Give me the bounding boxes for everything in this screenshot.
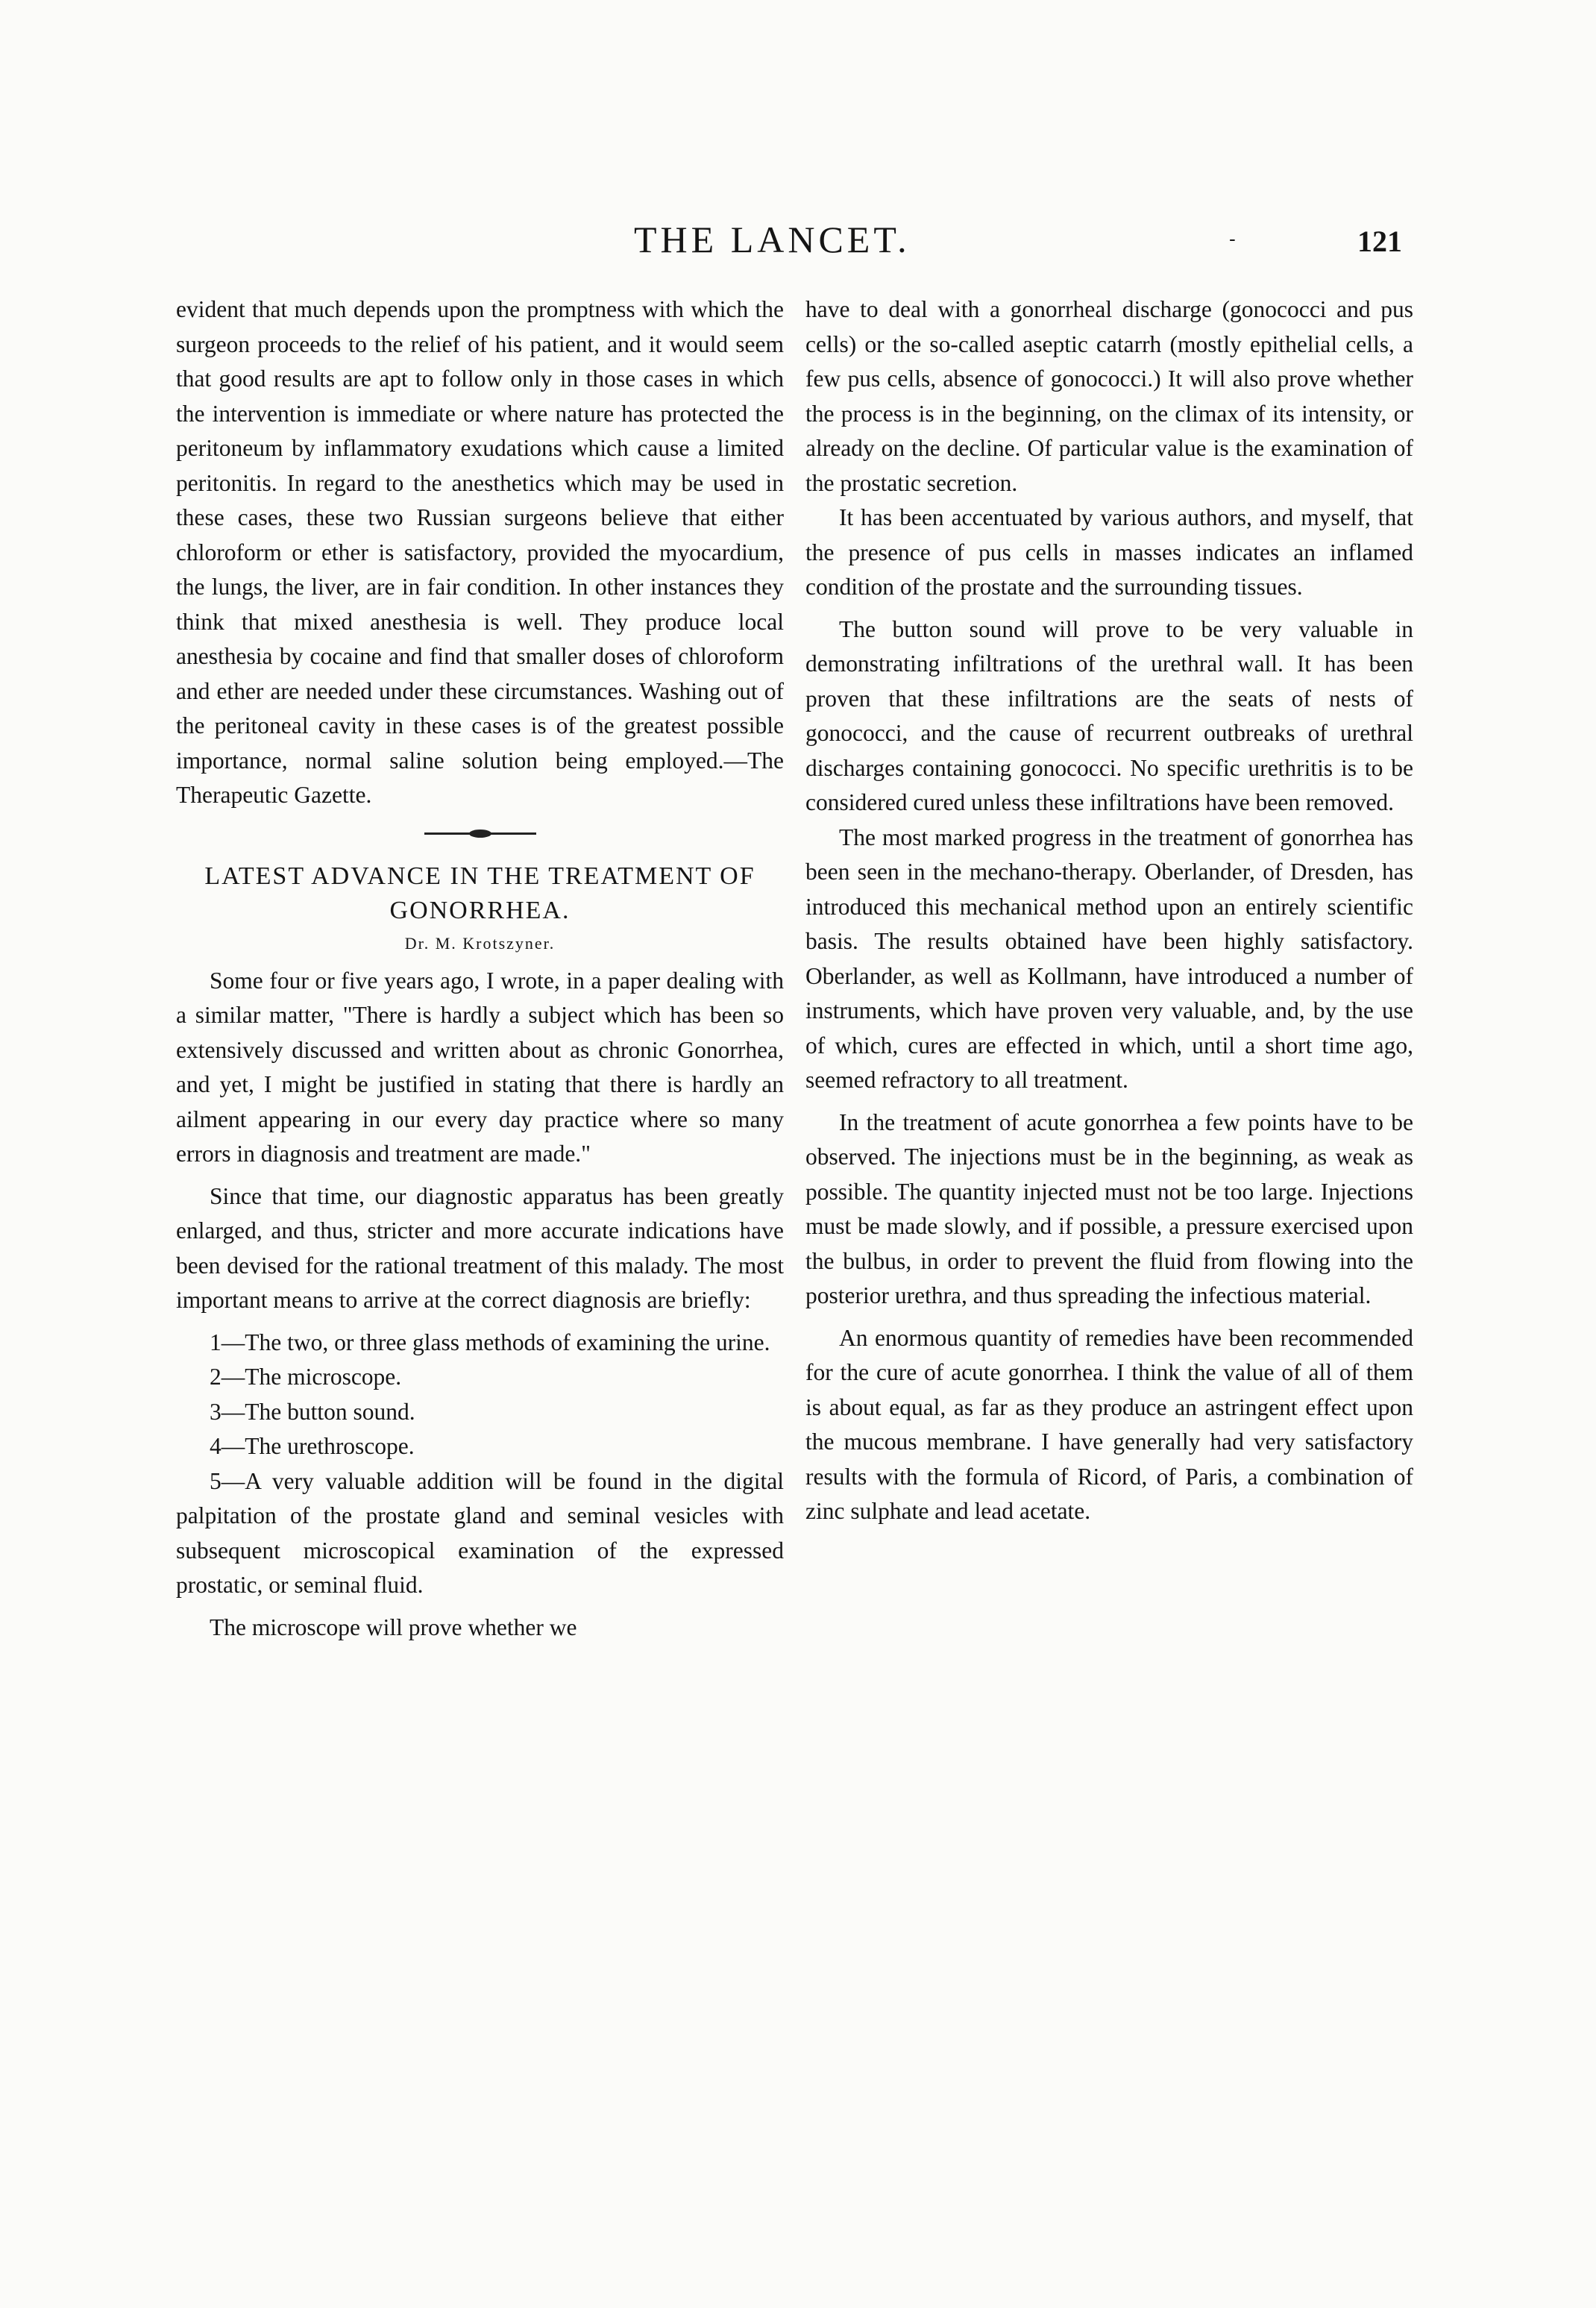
divider-ornament	[424, 832, 536, 835]
list-item: 3—The button sound.	[210, 1398, 415, 1425]
body-paragraph: The most marked progress in the treatment of gonorrhea has been seen in the mechano-therapy. Oberlander, of Dresden, has introduced this mechanical method upon an entirely scientific basis. The results obtained have been highly satisfactory. Oberlander, as well as Kollmann, have introduced a number of instruments, which have proven very valuable, and, by the use of which, cures are effected in which, until a short time ago, seemed refractory to all treatment.	[805, 824, 1413, 1093]
running-head	[0, 218, 1596, 263]
header-mark: -	[1229, 228, 1236, 251]
list-item: 4—The urethroscope.	[210, 1433, 415, 1459]
body-paragraph: An enormous quantity of remedies have been recommended for the cure of acute gonorrhea. I think the value of all of them is about equal, as far as they produce an astringent effect upon the mucous membrane. I have generally had very satisfactory results with the formula of Ricord, of Paris, a combination of zinc sulphate and lead acetate.	[805, 1324, 1413, 1524]
body-paragraph: have to deal with a gonorrheal discharge (gonococci and pus cells) or the so-called aseptic catarrh (mostly epithelial cells, a few pus cells, absence of gonococci.) It will also prove whether the process is in the beginning, on the climax of its intensity, or already on the decline. Of particular value is the examination of the prostatic secretion.	[805, 296, 1413, 496]
list-item: 2—The microscope.	[210, 1364, 402, 1390]
article-title: LATEST ADVANCE IN THE TREATMENT OF GONORRHEA.	[204, 862, 755, 924]
body-paragraph: Since that time, our diagnostic apparatus has been greatly enlarged, and thus, stricter and more accurate indications have been devised for the rational treatment of this malady. The most important means to arrive at the correct diagnosis are briefly:	[176, 1182, 784, 1313]
list-item: 1—The two, or three glass methods of examining the urine.	[210, 1329, 770, 1355]
body-paragraph: In the treatment of acute gonorrhea a few points have to be observed. The injections must be in the beginning, as weak as possible. The quantity injected must not be too large. Injections must be made slowly, and if possible, a pressure exercised upon the bulbus, in order to prevent the fluid from flowing into the posterior urethra, and thus spreading the infectious material.	[805, 1108, 1413, 1308]
page-number: 121	[1357, 225, 1402, 258]
section-divider	[176, 819, 784, 849]
list-item: 5—A very valuable addition will be found in the digital palpitation of the prostate gland and seminal vesicles with subsequent microscopical examination of the expressed prostatic, or seminal fluid.	[176, 1467, 784, 1598]
continued-paragraph: evident that much depends upon the promptness with which the surgeon proceeds to the relief of his patient, and it would seem that good results are apt to follow only in those cases in which the intervention is immediate or where nature has protected the peritoneum by inflammatory exudations which cause a limited peritonitis. In regard to the anesthetics which may be used in these cases, these two Russian surgeons believe that either chloroform or ether is satisfactory, provided the myocardium, the lungs, the liver, are in fair condition. In other instances they think that mixed anesthesia is well. They produce local anesthesia by cocaine and find that smaller doses of chloroform and ether are needed under these circumstances. Washing out of the peritoneal cavity in these cases is of the greatest possible importance, normal saline solution being employed.—The Therapeutic Gazette.	[176, 296, 784, 808]
body-paragraph: The button sound will prove to be very valuable in demonstrating infiltrations of the urethral wall. It has been proven that these infiltrations are the seats of nests of gonococci, and the cause of recurrent outbreaks of urethral discharges containing gonococci. No specific urethritis is to be considered cured unless these infiltrations have been removed.	[805, 615, 1413, 815]
right-column	[805, 292, 1413, 1529]
body-paragraph: Some four or five years ago, I wrote, in a paper dealing with a similar matter, "There is hardly a subject which has been so extensively discussed and written about as chronic Gonorrhea, and yet, I might be justified in stating that there is hardly an ailment appearing in our every day practice where so many errors in diagnosis and treatment are made."	[176, 967, 784, 1167]
article-author: Dr. M. Krotszyner.	[404, 933, 556, 953]
journal-title: THE LANCET.	[634, 219, 911, 260]
left-column	[176, 292, 784, 1645]
body-paragraph: It has been accentuated by various authors, and myself, that the presence of pus cells in masses indicates an inflamed condition of the prostate and the surrounding tissues.	[805, 504, 1413, 600]
body-paragraph: The microscope will prove whether we	[210, 1614, 577, 1640]
